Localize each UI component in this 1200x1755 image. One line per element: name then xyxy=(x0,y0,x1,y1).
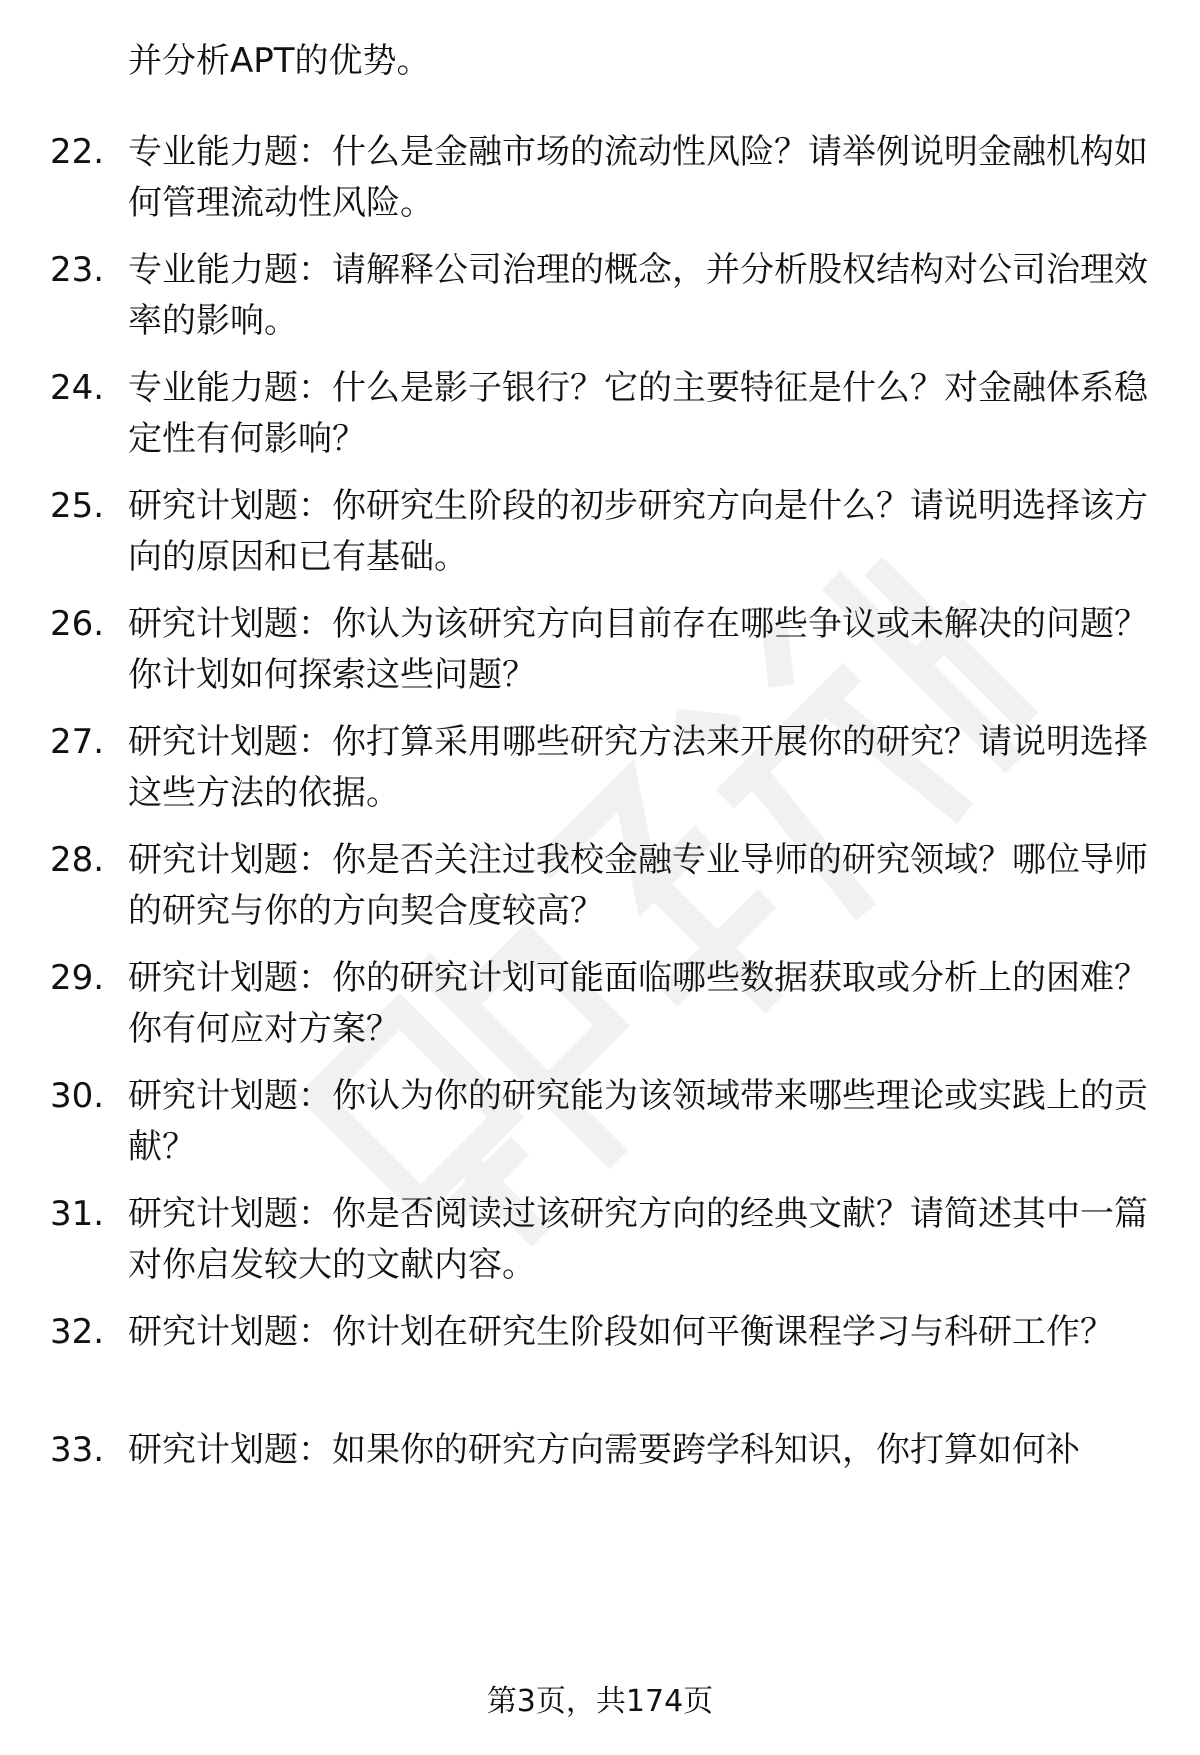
question-number: 24. xyxy=(50,368,105,408)
question-text: 并分析APT的优势。 xyxy=(128,41,431,81)
question-item xyxy=(50,1189,1160,1291)
question-number: 30. xyxy=(50,1076,105,1116)
question-item xyxy=(50,127,1160,229)
question-number: 33. xyxy=(50,1430,105,1470)
question-item xyxy=(50,363,1160,465)
question-number: 22. xyxy=(50,132,105,172)
question-item xyxy=(50,953,1160,1055)
question-text: 专业能力题：请解释公司治理的概念，并分析股权结构对公司治理效率的影响。 xyxy=(128,250,1148,341)
question-number: 26. xyxy=(50,604,105,644)
question-text: 研究计划题：你是否阅读过该研究方向的经典文献？请简述其中一篇对你启发较大的文献内容。 xyxy=(128,1194,1148,1285)
question-item xyxy=(50,599,1160,701)
question-item xyxy=(50,481,1160,583)
question-continuation xyxy=(50,36,1160,87)
question-item xyxy=(50,1071,1160,1173)
question-number: 31. xyxy=(50,1194,105,1234)
question-item xyxy=(50,1425,1160,1476)
question-number: 28. xyxy=(50,840,105,880)
question-item xyxy=(50,1307,1160,1358)
question-text: 研究计划题：你认为该研究方向目前存在哪些争议或未解决的问题？你计划如何探索这些问题？ xyxy=(128,604,1148,695)
question-number: 25. xyxy=(50,486,105,526)
question-number: 29. xyxy=(50,958,105,998)
question-number: 23. xyxy=(50,250,105,290)
question-text: 研究计划题：如果你的研究方向需要跨学科知识，你打算如何补 xyxy=(128,1430,1080,1470)
question-text: 专业能力题：什么是金融市场的流动性风险？请举例说明金融机构如何管理流动性风险。 xyxy=(128,132,1148,223)
question-number: 27. xyxy=(50,722,105,762)
question-item xyxy=(50,717,1160,819)
question-text: 研究计划题：你是否关注过我校金融专业导师的研究领域？哪位导师的研究与你的方向契合度较高？ xyxy=(128,840,1148,931)
question-text: 研究计划题：你认为你的研究能为该领域带来哪些理论或实践上的贡献？ xyxy=(128,1076,1148,1167)
question-text: 研究计划题：你研究生阶段的初步研究方向是什么？请说明选择该方向的原因和已有基础。 xyxy=(128,486,1148,577)
question-text: 研究计划题：你计划在研究生阶段如何平衡课程学习与科研工作？ xyxy=(128,1312,1114,1352)
question-text: 研究计划题：你打算采用哪些研究方法来开展你的研究？请说明选择这些方法的依据。 xyxy=(128,722,1148,813)
question-number: 32. xyxy=(50,1312,105,1352)
question-item xyxy=(50,835,1160,937)
question-item xyxy=(50,245,1160,347)
question-text: 专业能力题：什么是影子银行？它的主要特征是什么？对金融体系稳定性有何影响？ xyxy=(128,368,1148,459)
question-text: 研究计划题：你的研究计划可能面临哪些数据获取或分析上的困难？你有何应对方案？ xyxy=(128,958,1148,1049)
page-footer: 第3页，共174页 xyxy=(486,1684,714,1719)
